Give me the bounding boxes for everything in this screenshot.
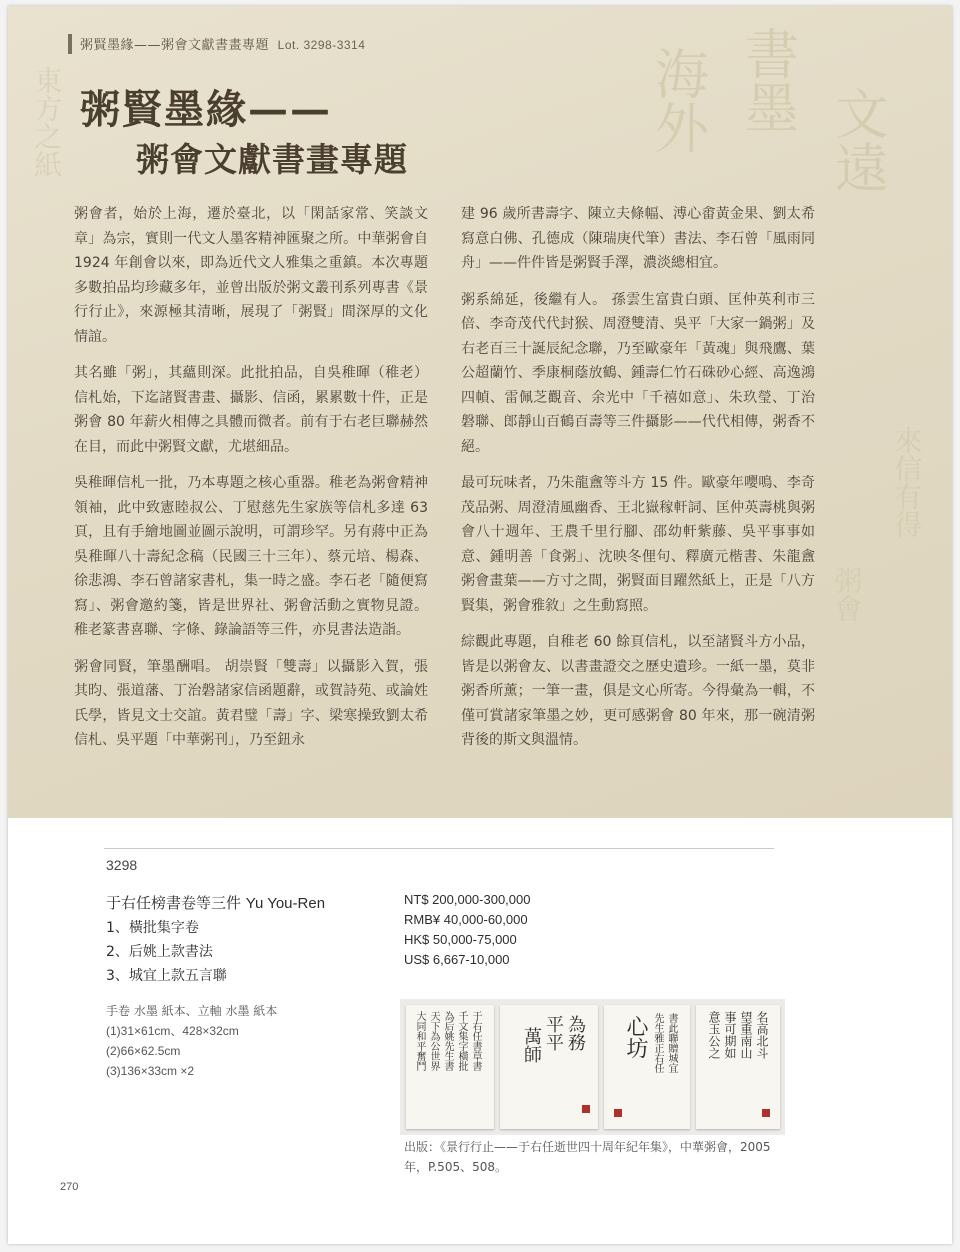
page-number: 270 <box>60 1181 79 1193</box>
lot-artist-en: Yu You-Ren <box>245 895 326 912</box>
section-title-line1: 粥賢墨緣—— <box>80 86 332 133</box>
essay-paragraph: 建 96 歲所書壽字、陳立夫條幅、溥心畬黃金果、劉太希寫意白佛、孔德成（陳瑞庚代筆）書法、李石曾「風雨同舟」——件件皆是粥賢手澤，濃淡總相宜。 <box>461 206 815 271</box>
essay-column-left <box>74 202 428 765</box>
lot-divider <box>104 848 774 849</box>
lot-estimates <box>404 890 530 970</box>
lot-items <box>106 916 227 988</box>
running-head-text: 粥賢墨緣——粥會文獻書畫專題 <box>80 38 270 53</box>
essay-paragraph: 最可玩味者，乃朱龍盦等斗方 15 件。歐豪年嚶鳴、李奇茂品粥、周澄清風幽香、王北嶽稼軒詞、匡仲英壽桃與粥會八十週年、王農千里行腳、邵幼軒紫藤、吳平事事如意、鍾明善「食粥」、沈映冬俚句、釋廣元楷書、朱龍盦粥會畫葉——方寸之間，粥賢面目躍然紙上，正是「八方賢集，粥會雅敘」之生動寫照。 <box>461 475 815 614</box>
lot-specs <box>106 1001 277 1081</box>
estimate-hkd: HK$ 50,000-75,000 <box>404 932 517 947</box>
estimate-ntd: NT$ 200,000-300,000 <box>404 892 531 907</box>
lot-number: 3298 <box>106 857 138 873</box>
essay-paragraph: 粥會者，始於上海，遷於臺北，以「閑話家常、笑談文章」為宗，實則一代文人墨客精神匯聚之所。中華粥會自 1924 年創會以來，即為近代文人雅集之重鎮。本次專題多數拍品均珍藏多年，並曾出版於粥文叢刊系列專書《景行行止》，來源極其清晰，展現了「粥賢」間深厚的文化情誼。 <box>74 206 428 345</box>
calligraphy-image-2[interactable]: 為務 平平 萬師 <box>500 1005 598 1129</box>
catalog-page <box>8 6 952 1244</box>
topic-intro-section <box>8 6 952 818</box>
lot-images[interactable] <box>400 999 785 1135</box>
essay-paragraph: 粥會同賢，筆墨酬唱。 胡崇賢「雙壽」以攝影入賀，張其昀、張道藩、丁治磐諸家信函題辭，或賀詩苑、或論姓氏學，皆見文士交誼。黃君璧「壽」字、梁寒操致劉太希信札、吳平題「中華粥刊」，乃至鈕永 <box>74 658 428 748</box>
background-calligraphy: 東方之紙 <box>30 66 64 178</box>
essay-paragraph: 吳稚暉信札一批，乃本專題之核心重器。稚老為粥會精神領袖，此中致憲睦叔公、丁慰慈先生家族等信札多達 63 頁，且有手繪地圖並圖示說明，可謂珍罕。另有蔣中正為吳稚暉八十壽紀念稿（民國三十三年）、蔡元培、楊森、徐悲鴻、李石曾諸家書札，集一時之盛。李石老「隨便寫寫」、粥會邀約箋，皆是世界社、粥會活動之實物見證。稚老篆書喜聯、字條、錄論語等三件，亦見書法造詣。 <box>74 475 428 638</box>
lot-title <box>106 892 325 913</box>
lot-medium: 手卷 水墨 紙本、立軸 水墨 紙本 <box>106 1004 278 1018</box>
background-calligraphy: 海外 <box>646 46 710 154</box>
lot-title-zh: 于右任榜書卷等三件 <box>106 894 242 912</box>
essay-column-right <box>461 202 815 765</box>
lot-range: Lot. 3298-3314 <box>277 38 366 52</box>
lot-publication: 出版：《景行行止——于右任逝世四十周年紀年集》，中華粥會，2005 年，P.505、508。 <box>404 1140 771 1174</box>
lot-dimension: (3)136×33cm ×2 <box>106 1064 195 1078</box>
essay-paragraph: 粥系綿延，後繼有人。 孫雲生富貴白頭、匡仲英利市三倍、李奇茂代代封猴、周澄雙清、吳平「大家一鍋粥」及右老百三十誕辰紀念聯，乃至歐豪年「黃魂」與飛鷹、葉公超蘭竹、季康桐蔭放鶴、鍾壽仁竹石硃砂心經、高逸鴻四幀、雷佩芝觀音、余光中「千禧如意」、朱玖瑩、丁治磐聯、郎靜山百鶴百壽等三件攝影——代代相傳，粥香不絕。 <box>461 291 815 455</box>
lot-dimension: (2)66×62.5cm <box>106 1044 181 1058</box>
running-head <box>80 34 365 53</box>
background-calligraphy: 來信有得 <box>890 426 924 538</box>
calligraphy-image-3[interactable]: 書此聯贈城宜 先生雅正右任 心坊 <box>604 1005 690 1129</box>
lot-dimension: (1)31×61cm、428×32cm <box>106 1024 239 1038</box>
calligraphy-image-1[interactable]: 于右任書草書 千文集字橫批 為后姚先生書 天下為公世界 大同和平奮鬥 <box>406 1005 494 1129</box>
estimate-usd: US$ 6,667-10,000 <box>404 952 510 967</box>
calligraphy-image-4[interactable]: 名高北斗 望重南山 事可期如 意玉公之 <box>696 1005 780 1129</box>
lot-item: 3、城宜上款五言聯 <box>106 968 227 984</box>
section-title-line2: 粥會文獻書畫專題 <box>136 140 408 179</box>
background-calligraphy: 書墨 <box>736 26 800 134</box>
essay-paragraph: 綜觀此專題，自稚老 60 餘頁信札，以至諸賢斗方小品，皆是以粥會友、以書畫證交之歷史遺珍。一紙一墨，莫非粥香所薰；一筆一畫，俱是文心所寄。今得彙為一輯，不僅可賞諸家筆墨之妙，更可感粥會 80 年來，那一碗清粥背後的斯文與溫情。 <box>461 634 815 748</box>
essay-paragraph: 其名雖「粥」，其蘊則深。此批拍品，自吳稚暉（稚老）信札始，下迄諸賢書畫、攝影、信函，累累數十件，正是粥會 80 年薪火相傳之具體而微者。前有于右老巨聯赫然在目，而此中粥賢文獻，尤堪細品。 <box>74 365 428 455</box>
running-head-bar <box>68 34 72 54</box>
background-calligraphy: 文遠 <box>826 86 890 194</box>
lot-item: 1、橫批集字卷 <box>106 920 199 936</box>
background-calligraphy: 粥會 <box>830 566 864 622</box>
lot-item: 2、后姚上款書法 <box>106 944 213 960</box>
estimate-rmb: RMB¥ 40,000-60,000 <box>404 912 528 927</box>
